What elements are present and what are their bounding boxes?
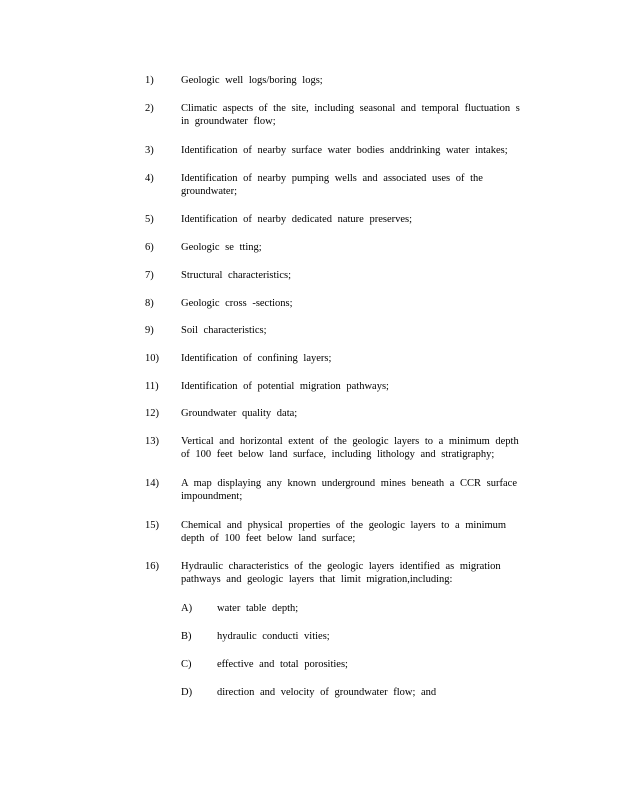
subitem-letter: D) — [181, 687, 193, 698]
item-number: 6) — [145, 242, 154, 253]
item-text: Groundwater quality data; — [181, 408, 298, 419]
item-text: Identification of nearby surface water bodies anddrinking water intakes; — [181, 145, 508, 156]
item-number: 11) — [145, 381, 159, 392]
item-number: 1) — [145, 75, 154, 86]
item-text: Structural characteristics; — [181, 270, 291, 281]
item-number: 7) — [145, 270, 154, 281]
subitem-text: direction and velocity of groundwater flow; and — [217, 687, 437, 698]
subitem-text: water table depth; — [217, 603, 299, 614]
item-text: Identification of confining layers; — [181, 353, 332, 364]
subitem-letter: B) — [181, 631, 192, 642]
item-text: Identification of nearby pumping wells and associated uses of the groundwater; — [181, 173, 483, 197]
item-number: 5) — [145, 214, 154, 225]
item-number: 15) — [145, 520, 159, 531]
item-number: 4) — [145, 173, 154, 184]
item-number: 9) — [145, 325, 154, 336]
item-text: Chemical and physical properties of the geologic layers to a minimum depth of 100 feet below land surface; — [181, 520, 507, 544]
subitem-letter: A) — [181, 603, 193, 614]
item-text: Identification of potential migration pathways; — [181, 381, 389, 392]
item-number: 2) — [145, 103, 154, 114]
subitem-text: effective and total porosities; — [217, 659, 348, 670]
item-text: Vertical and horizontal extent of the geologic layers to a minimum depth of 100 feet below land surface, including lithology and stratigraphy; — [181, 436, 519, 460]
item-text: Soil characteristics; — [181, 325, 267, 336]
item-text: Hydraulic characteristics of the geologic layers identified as migration pathways and geologic layers that limit migration,including: — [181, 561, 501, 585]
item-number: 3) — [145, 145, 154, 156]
item-text: Climatic aspects of the site, including seasonal and temporal fluctuation s in groundwater flow; — [181, 103, 520, 127]
item-number: 8) — [145, 298, 154, 309]
item-text: Identification of nearby dedicated nature preserves; — [181, 214, 413, 225]
subitem-text: hydraulic conducti vities; — [217, 631, 330, 642]
item-number: 12) — [145, 408, 159, 419]
subitem-letter: C) — [181, 659, 192, 670]
item-text: Geologic cross -sections; — [181, 298, 293, 309]
item-number: 16) — [145, 561, 159, 572]
item-text: Geologic se tting; — [181, 242, 262, 253]
item-number: 13) — [145, 436, 159, 447]
item-number: 14) — [145, 478, 159, 489]
item-number: 10) — [145, 353, 159, 364]
item-text: Geologic well logs/boring logs; — [181, 75, 323, 86]
item-text: A map displaying any known underground mines beneath a CCR surface impoundment; — [181, 478, 517, 502]
